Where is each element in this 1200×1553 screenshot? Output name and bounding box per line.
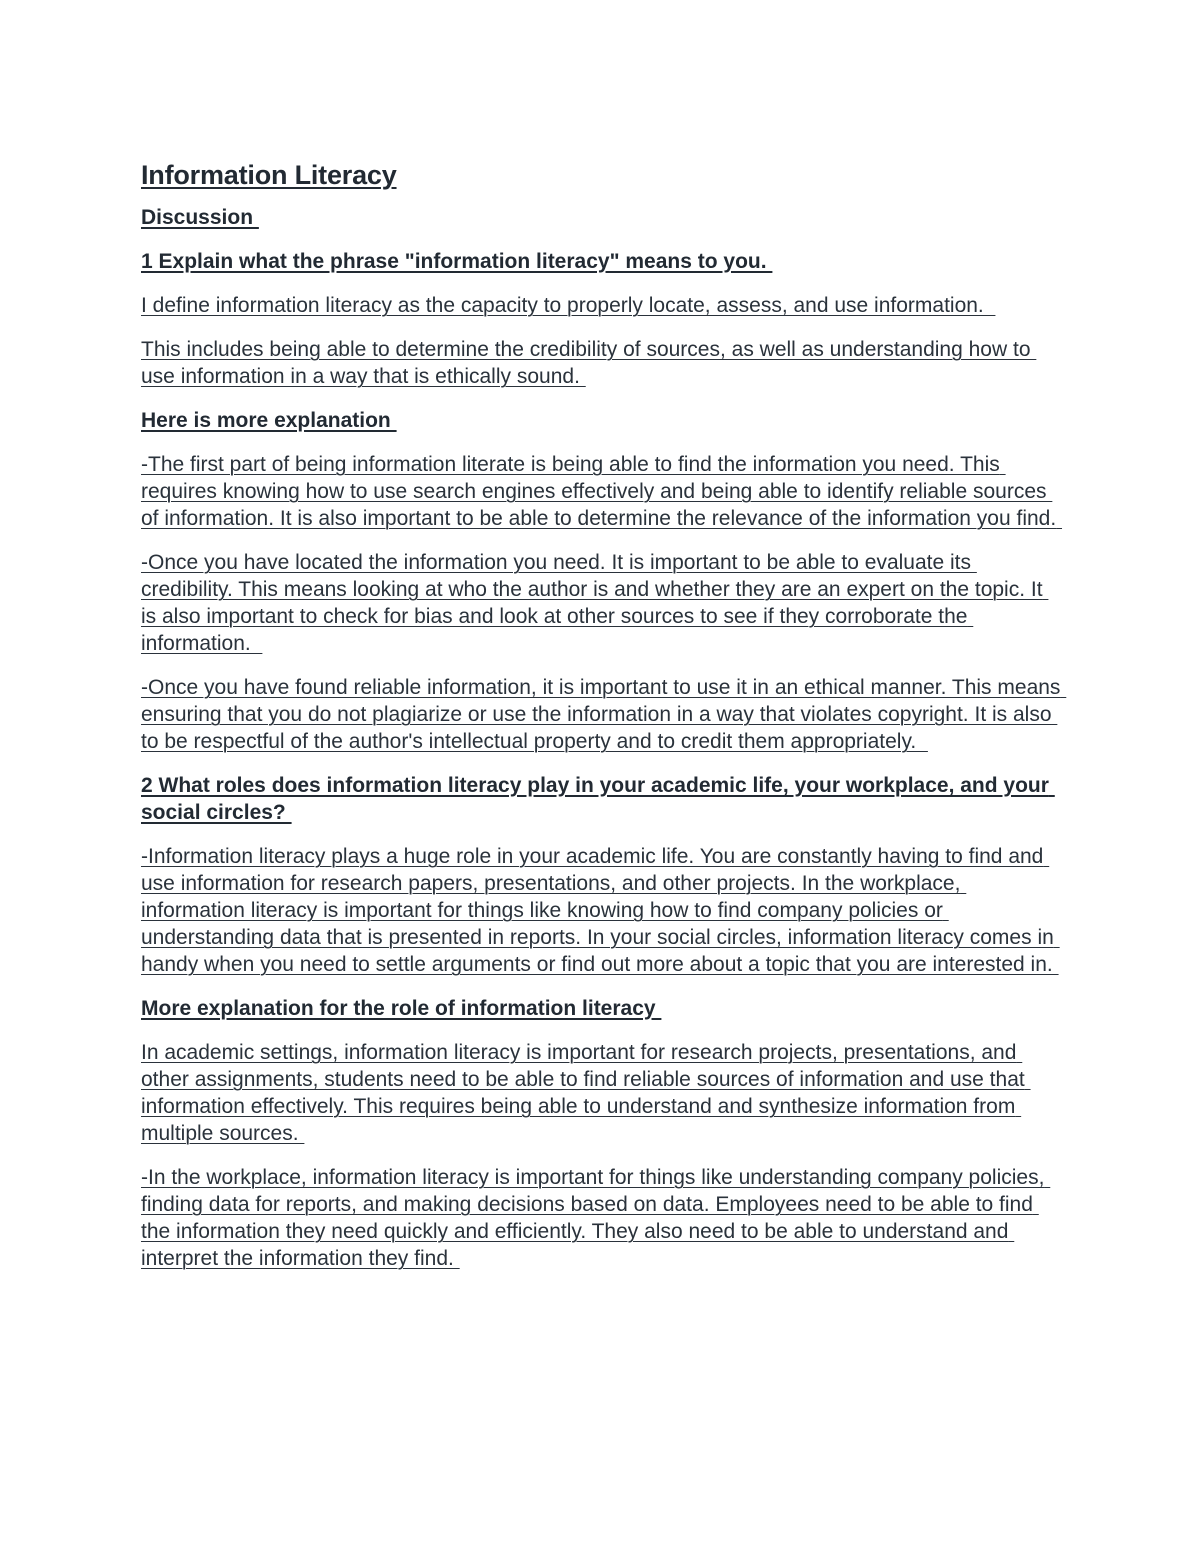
document-title: Information Literacy (141, 160, 397, 190)
explanation-paragraph: -The first part of being information literate is being able to find the information you need. This requires knowing how to use search engines effectively and being able to identify reliable sources of information. It is also important to be able to determine the relevance of the information you find. (141, 453, 1063, 530)
section-heading-more-explanation: Here is more explanation (141, 409, 397, 432)
explanation-paragraph: In academic settings, information literacy is important for research projects, presentations, and other assignments, students need to be able to find reliable sources of information and use that information effectively. This requires being able to understand and synthesize information from multiple sources. (141, 1041, 1031, 1145)
explanation-paragraph: -In the workplace, information literacy is important for things like understanding company policies, finding data for reports, and making decisions based on data. Employees need to be able to find the information they need quickly and efficiently. They also need to be able to understand and interpret the information they find. (141, 1166, 1051, 1270)
question-heading-1: 1 Explain what the phrase "information literacy" means to you. (141, 250, 773, 273)
answer-paragraph: I define information literacy as the capacity to properly locate, assess, and use information. (141, 294, 996, 317)
section-heading-role-explanation: More explanation for the role of information literacy (141, 997, 662, 1020)
explanation-paragraph: -Once you have found reliable information, it is important to use it in an ethical manner. This means ensuring that you do not plagiarize or use the information in a way that violates copyright. It is also to be respectful of the author's intellectual property and to credit them appropriately. (141, 676, 1067, 753)
section-heading-discussion: Discussion (141, 206, 259, 229)
answer-paragraph: -Information literacy plays a huge role in your academic life. You are constantly having to find and use information for research papers, presentations, and other projects. In the workplace, information literacy is important for things like knowing how to find company policies or understanding data that is presented in reports. In your social circles, information literacy comes in handy when you need to settle arguments or find out more about a topic that you are interested in. (141, 845, 1060, 976)
question-heading-2: 2 What roles does information literacy play in your academic life, your workplace, and your social circles? (141, 774, 1055, 824)
document-page (141, 158, 1067, 1289)
explanation-paragraph: -Once you have located the information you need. It is important to be able to evaluate its credibility. This means looking at who the author is and whether they are an expert on the topic. It is also important to check for bias and look at other sources to see if they corroborate the information. (141, 551, 1049, 655)
answer-paragraph: This includes being able to determine the credibility of sources, as well as understanding how to use information in a way that is ethically sound. (141, 338, 1037, 388)
